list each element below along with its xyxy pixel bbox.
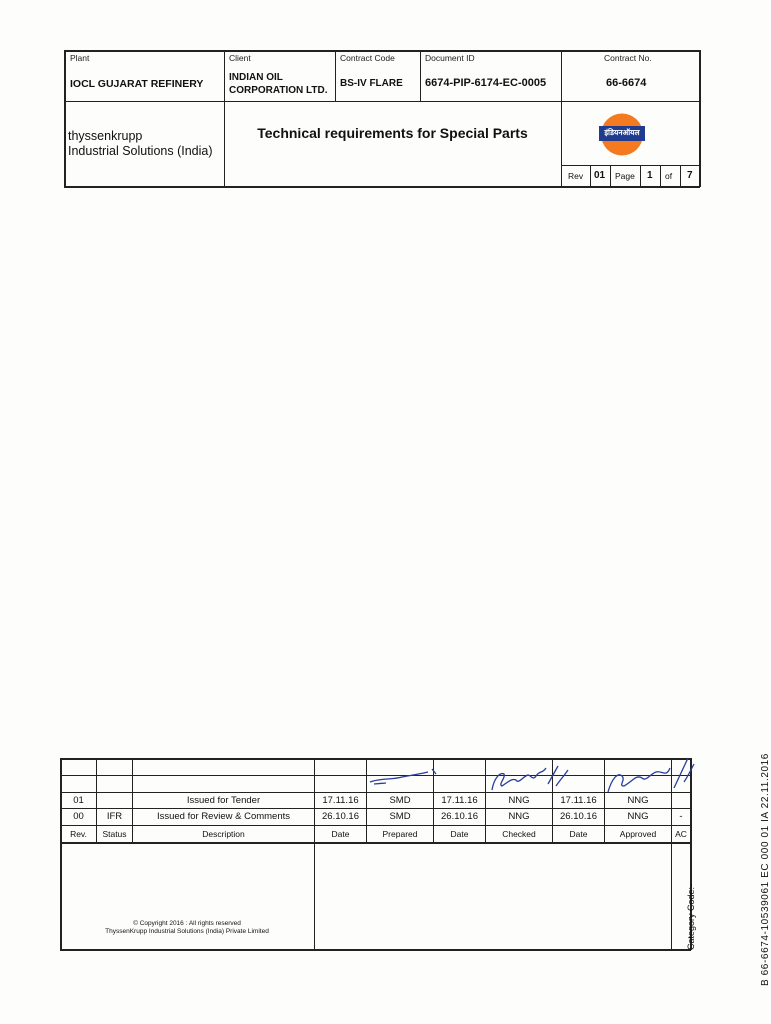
category-code: Category Code:-: [686, 883, 696, 950]
client-value-line1: INDIAN OIL: [229, 72, 283, 83]
header-description: Description: [202, 829, 245, 839]
client-label: Client: [229, 53, 251, 63]
description-cell: Issued for Review & Comments: [156, 811, 291, 822]
plant-label: Plant: [70, 53, 90, 63]
header-prepared: Prepared: [382, 829, 418, 839]
document-id-value: 6674-PIP-6174-EC-0005: [425, 77, 547, 89]
document-id-label: Document ID: [425, 53, 475, 63]
client-value-line2: CORPORATION LTD.: [229, 85, 328, 96]
status-cell: IFR: [106, 811, 123, 822]
checked-signature: [486, 760, 571, 800]
checked-cell: NNG: [508, 795, 530, 806]
contract-code-value: BS-IV FLARE: [340, 78, 403, 89]
prepared-cell: SMD: [389, 811, 411, 822]
ac-cell: -: [679, 811, 683, 822]
approved-cell: NNG: [627, 795, 649, 806]
header-date: Date: [331, 829, 350, 839]
approved-signature: [604, 752, 696, 800]
contract-code-label: Contract Code: [340, 53, 395, 63]
date-cell: 17.11.16: [322, 795, 359, 806]
page-label: Page: [615, 171, 635, 181]
rev-cell: 00: [73, 811, 84, 822]
header-rev: Rev.: [70, 829, 87, 839]
date-cell: 26.10.16: [322, 811, 359, 822]
plant-value: IOCL GUJARAT REFINERY: [70, 78, 204, 90]
date-cell: 26.10.16: [441, 811, 478, 822]
contract-no-value: 66-6674: [606, 77, 647, 89]
indianoil-logo: [597, 112, 647, 157]
header-status: Status: [102, 829, 127, 839]
header-ac: AC: [675, 829, 687, 839]
of-label: of: [665, 171, 673, 181]
company-name-line2: Industrial Solutions (India): [68, 144, 213, 158]
header-checked: Checked: [502, 829, 536, 839]
page-value: 1: [647, 170, 653, 181]
prepared-cell: SMD: [389, 795, 411, 806]
approved-cell: NNG: [627, 811, 649, 822]
document-title: Technical requirements for Special Parts: [257, 125, 528, 141]
company-name-line1: thyssenkrupp: [68, 129, 143, 143]
rev-value: 01: [594, 170, 606, 181]
header-approved: Approved: [619, 829, 657, 839]
description-cell: Issued for Tender: [186, 795, 261, 806]
checked-cell: NNG: [508, 811, 530, 822]
logo-text: इंडियनऑयल: [604, 128, 640, 137]
date-cell: 26.10.16: [560, 811, 597, 822]
copyright-line1: © Copyright 2016 : All rights reserved: [133, 920, 241, 927]
prepared-signature: [366, 766, 446, 790]
date-cell: 17.11.16: [560, 795, 597, 806]
contract-no-label: Contract No.: [604, 53, 652, 63]
header-date: Date: [450, 829, 469, 839]
header-date: Date: [569, 829, 588, 839]
document-stamp: B 66-6674-10539061 EC 000 01 IA 22.11.2016: [760, 753, 771, 986]
of-value: 7: [687, 170, 693, 181]
copyright-line2: ThyssenKrupp Industrial Solutions (India) Private Limited: [105, 928, 269, 935]
date-cell: 17.11.16: [441, 795, 478, 806]
rev-label: Rev: [568, 171, 584, 181]
rev-cell: 01: [73, 795, 84, 806]
